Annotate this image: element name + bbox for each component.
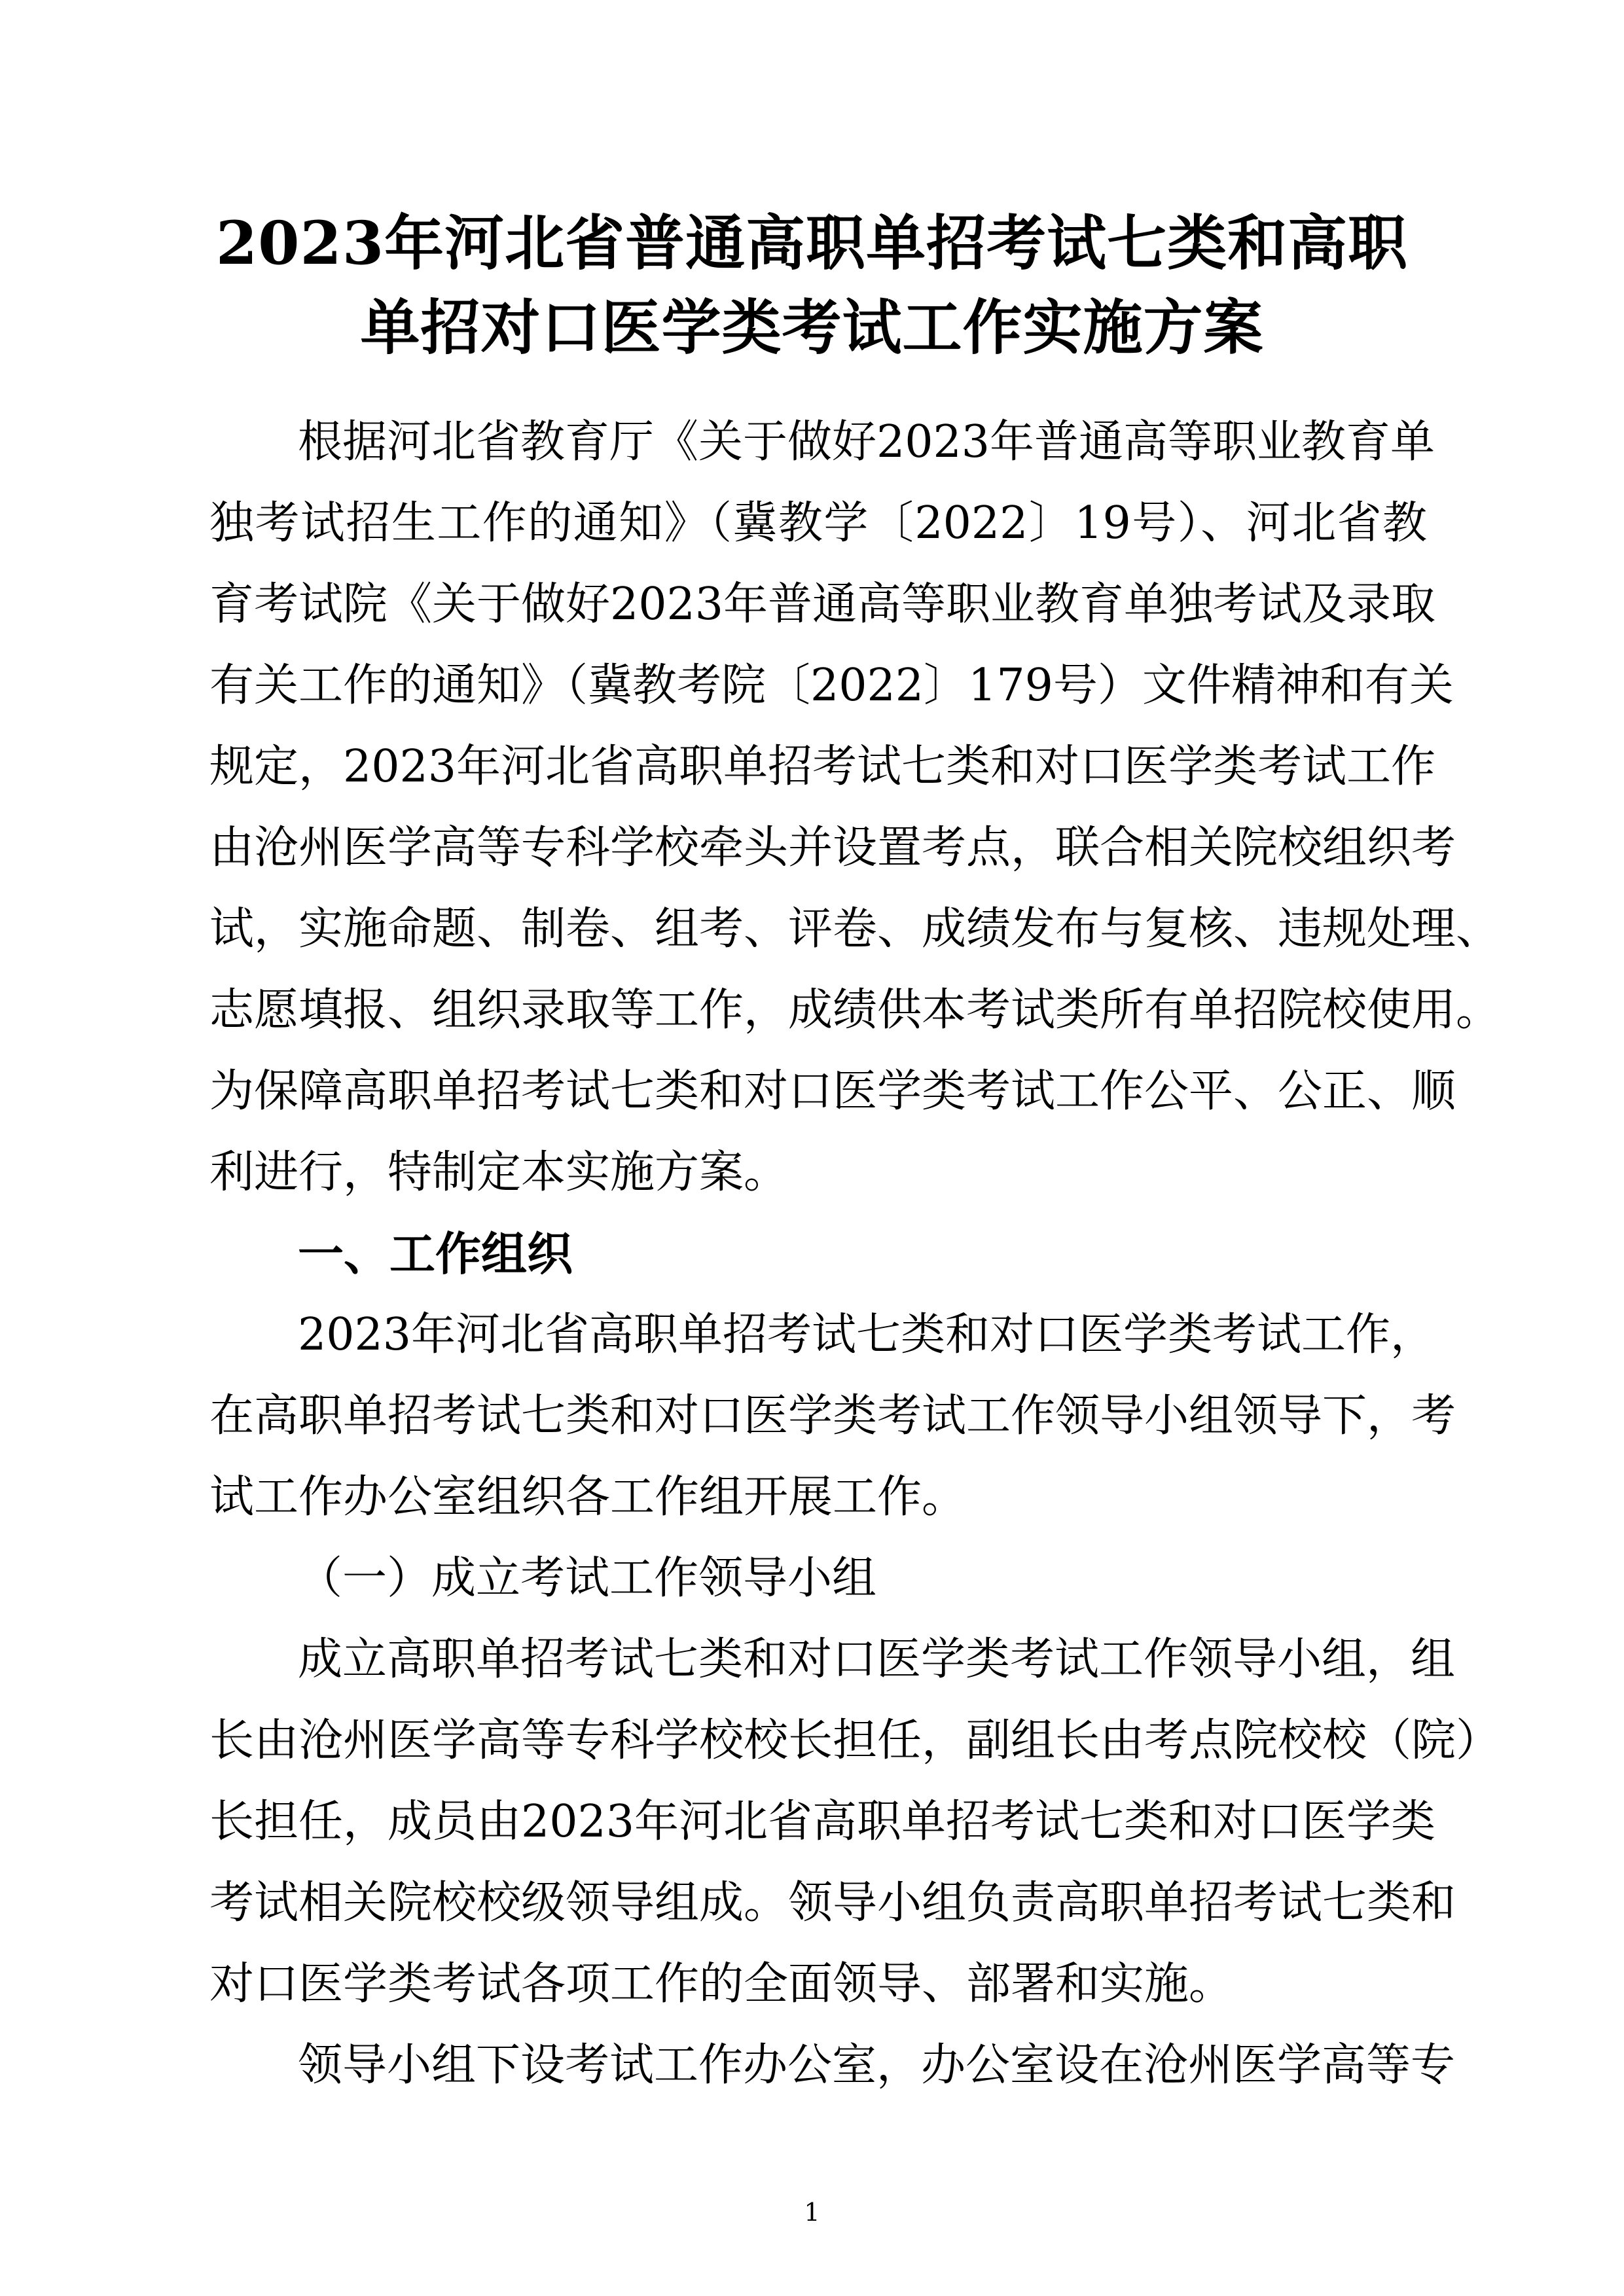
- paragraph-2-line: 在高职单招考试七类和对口医学类考试工作领导小组领导下，考: [209, 1390, 1456, 1442]
- paragraph-3-line: 考试相关院校校级领导组成。领导小组负责高职单招考试七类和: [209, 1877, 1456, 1929]
- paragraph-1-line: 育考试院《关于做好2023年普通高等职业教育单独考试及录取: [209, 579, 1436, 630]
- paragraph-1-line: 志愿填报、组织录取等工作，成绩供本考试类所有单招院校使用。: [209, 984, 1501, 1036]
- paragraph-2-line: 2023年河北省高职单招考试七类和对口医学类考试工作，: [298, 1309, 1435, 1361]
- paragraph-4-line: 领导小组下设考试工作办公室，办公室设在沧州医学高等专: [298, 2039, 1456, 2091]
- paragraph-1-line: 规定，2023年河北省高职单招考试七类和对口医学类考试工作: [209, 741, 1436, 793]
- paragraph-1-line: 根据河北省教育厅《关于做好2023年普通高等职业教育单: [298, 416, 1435, 468]
- paragraph-3-line: 长由沧州医学高等专科学校校长担任，副组长由考点院校校（院）: [209, 1715, 1501, 1767]
- document-title-line-2: 单招对口医学类考试工作实施方案: [360, 293, 1264, 363]
- paragraph-1-line: 为保障高职单招考试七类和对口医学类考试工作公平、公正、顺: [209, 1066, 1456, 1117]
- paragraph-1-line: 由沧州医学高等专科学校牵头并设置考点，联合相关院校组织考: [209, 822, 1456, 874]
- page-number: 1: [804, 2198, 820, 2227]
- subsection-heading: （一）成立考试工作领导小组: [298, 1552, 877, 1604]
- paragraph-2-line: 试工作办公室组织各工作组开展工作。: [209, 1471, 967, 1523]
- paragraph-3-line: 长担任，成员由2023年河北省高职单招考试七类和对口医学类: [209, 1796, 1436, 1848]
- paragraph-1-line: 利进行，特制定本实施方案。: [209, 1147, 789, 1198]
- paragraph-1-line: 有关工作的通知》（冀教考院〔2022〕179号）文件精神和有关: [209, 660, 1454, 711]
- paragraph-3-line: 成立高职单招考试七类和对口医学类考试工作领导小组，组: [298, 1634, 1456, 1685]
- paragraph-1-line: 试，实施命题、制卷、组考、评卷、成绩发布与复核、违规处理、: [209, 903, 1501, 955]
- document-title-line-1: 2023年河北省普通高职单招考试七类和高职: [215, 209, 1409, 278]
- paragraph-3-line: 对口医学类考试各项工作的全面领导、部署和实施。: [209, 1958, 1234, 2010]
- paragraph-1-line: 独考试招生工作的通知》（冀教学〔2022〕19号）、河北省教: [209, 497, 1427, 549]
- section-heading: 一、工作组织: [298, 1227, 573, 1281]
